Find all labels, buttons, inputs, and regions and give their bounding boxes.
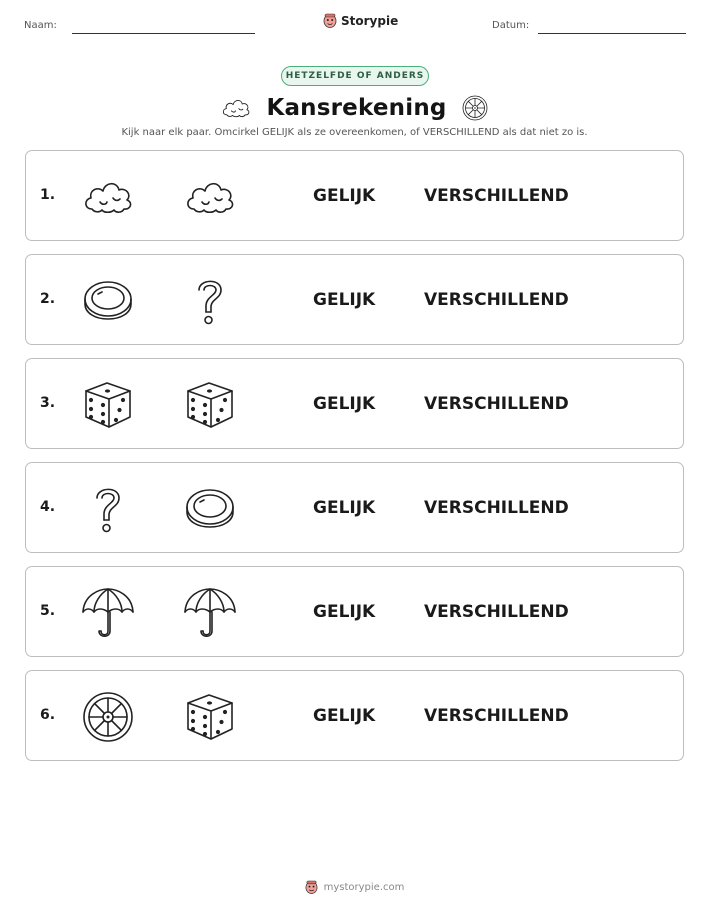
- option-different[interactable]: VERSCHILLEND: [424, 498, 569, 518]
- wheel-icon: [80, 689, 136, 745]
- option-same[interactable]: GELIJK: [313, 706, 376, 726]
- instructions: Kijk naar elk paar. Omcirkel GELIJK als ze overeenkomen, of VERSCHILLEND als dat niet zo is.: [121, 127, 588, 138]
- brand-logo: [323, 13, 398, 29]
- row-number: 4.: [40, 499, 56, 515]
- option-same[interactable]: GELIJK: [313, 602, 376, 622]
- exercise-row-1: [25, 150, 684, 241]
- dice-icon: [182, 689, 238, 745]
- option-same[interactable]: GELIJK: [313, 186, 376, 206]
- option-different[interactable]: VERSCHILLEND: [424, 186, 569, 206]
- option-different[interactable]: VERSCHILLEND: [424, 706, 569, 726]
- date-label: Datum:: [492, 20, 530, 31]
- row-number: 5.: [40, 603, 56, 619]
- storypie-mascot-icon: [323, 13, 337, 29]
- footer-url: mystorypie.com: [323, 882, 405, 893]
- dice-icon: [182, 377, 238, 433]
- umbrella-icon: [80, 585, 136, 641]
- option-different[interactable]: VERSCHILLEND: [424, 290, 569, 310]
- option-same[interactable]: GELIJK: [313, 394, 376, 414]
- dice-icon: [80, 377, 136, 433]
- umbrella-icon: [182, 585, 238, 641]
- exercise-row-2: [25, 254, 684, 345]
- coin-icon: [182, 481, 238, 537]
- date-line[interactable]: [538, 33, 686, 34]
- cloud-icon: [182, 169, 238, 225]
- category-badge: HETZELFDE OF ANDERS: [281, 66, 429, 86]
- footer: [0, 880, 709, 895]
- option-same[interactable]: GELIJK: [313, 498, 376, 518]
- name-label: Naam:: [24, 20, 57, 31]
- exercise-row-5: [25, 566, 684, 657]
- row-number: 1.: [40, 187, 56, 203]
- question-mark-icon: [182, 273, 238, 329]
- cloud-icon: [220, 92, 252, 124]
- exercise-row-6: [25, 670, 684, 761]
- exercise-row-3: [25, 358, 684, 449]
- storypie-mascot-icon: [305, 880, 318, 895]
- brand-name: Storypie: [341, 14, 399, 28]
- coin-icon: [80, 273, 136, 329]
- option-different[interactable]: VERSCHILLEND: [424, 602, 569, 622]
- row-number: 3.: [40, 395, 56, 411]
- exercise-row-4: [25, 462, 684, 553]
- option-same[interactable]: GELIJK: [313, 290, 376, 310]
- cloud-icon: [80, 169, 136, 225]
- row-number: 6.: [40, 707, 56, 723]
- title-row: [0, 92, 709, 124]
- wheel-icon: [461, 94, 489, 122]
- page-title: Kansrekening: [266, 95, 447, 121]
- row-number: 2.: [40, 291, 56, 307]
- question-mark-icon: [80, 481, 136, 537]
- name-line[interactable]: [72, 33, 255, 34]
- option-different[interactable]: VERSCHILLEND: [424, 394, 569, 414]
